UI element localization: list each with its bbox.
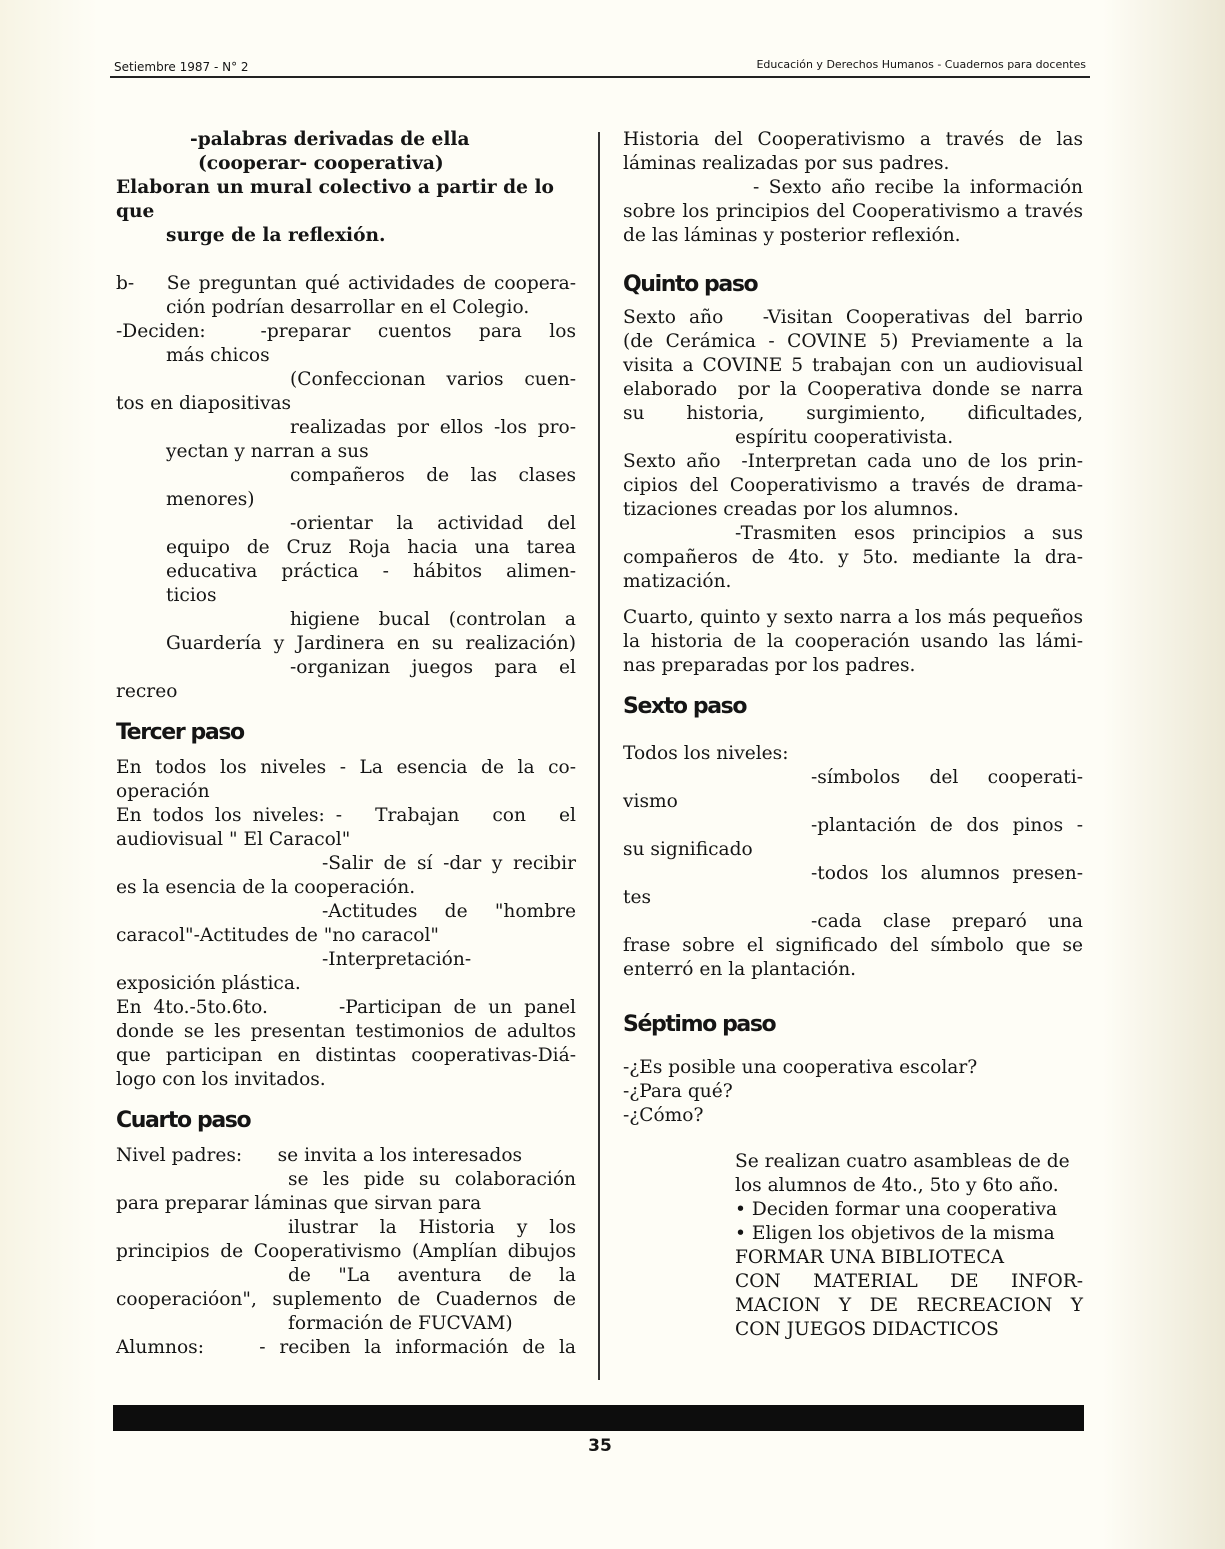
- text-line: Elaboran un mural colectivo a partir de lo que: [116, 177, 554, 222]
- text-line: se les pide su colaboración: [288, 1169, 576, 1190]
- text-line: donde se les presentan testimonios de adultos: [116, 1021, 576, 1042]
- text-line: -Trasmiten esos principios a sus: [735, 523, 1083, 544]
- text-line: -Actitudes de "hombre: [322, 901, 576, 922]
- text-line: es la esencia de la cooperación.: [116, 877, 416, 898]
- text-line: educativa práctica - hábitos alimen-: [166, 561, 576, 582]
- text-line: la historia de la cooperación usando las lámi-: [623, 631, 1083, 652]
- text-line: matización.: [623, 571, 732, 592]
- text-line: exposición plástica.: [116, 973, 301, 994]
- text-line: -¿Es posible una cooperativa escolar?: [623, 1057, 978, 1078]
- text-line: (Confeccionan varios cuen-: [290, 369, 576, 390]
- text-line: más chicos: [166, 345, 270, 366]
- text-line: MACION Y DE RECREACION Y: [735, 1295, 1083, 1316]
- text-line: logo con los invitados.: [116, 1069, 326, 1090]
- text-line: de las láminas y posterior reflexión.: [623, 225, 961, 246]
- text-line: elaborado por la Cooperativa donde se narra: [623, 379, 1083, 400]
- text-line: FORMAR UNA BIBLIOTECA: [735, 1247, 1005, 1268]
- text-line: -cada clase preparó una: [811, 911, 1083, 932]
- text-line: Sexto año -Visitan Cooperativas del barrio: [623, 307, 1083, 328]
- text-line: -orientar la actividad del: [290, 513, 576, 534]
- left-column: [116, 128, 576, 1360]
- text-line: cipios del Cooperativismo a través de drama-: [623, 475, 1083, 496]
- text-line: ción podrían desarrollar en el Colegio.: [166, 297, 530, 318]
- text-line: Cuarto, quinto y sexto narra a los más pequeños: [623, 607, 1083, 628]
- text-line: de "La aventura de la: [288, 1265, 576, 1286]
- text-line: Nivel padres: se invita a los interesados: [116, 1145, 523, 1166]
- text-line: b- Se preguntan qué actividades de coopera-: [116, 273, 576, 294]
- text-line: -Salir de sí -dar y recibir: [322, 853, 576, 874]
- section-heading-tercer-paso: Tercer paso: [116, 720, 244, 745]
- text-line: tizaciones creadas por los alumnos.: [623, 499, 959, 520]
- text-line: principios de Cooperativismo (Amplían dibujos: [116, 1241, 576, 1262]
- text-line: equipo de Cruz Roja hacia una tarea: [166, 537, 576, 558]
- text-line: ticios: [166, 585, 217, 606]
- text-line: En todos los niveles - La esencia de la co-: [116, 757, 576, 778]
- text-line: Alumnos: - reciben la información de la: [116, 1337, 576, 1358]
- text-line: yectan y narran a sus: [166, 441, 369, 462]
- text-line: espíritu cooperativista.: [735, 427, 954, 448]
- text-line: Historia del Cooperativismo a través de las: [623, 129, 1083, 150]
- header-publication-title: Educación y Derechos Humanos - Cuadernos para docentes: [756, 58, 1086, 71]
- text-line: - Sexto año recibe la información: [753, 177, 1083, 198]
- text-line: -¿Cómo?: [623, 1105, 704, 1126]
- text-line: CON MATERIAL DE INFOR-: [735, 1271, 1083, 1292]
- section-heading-septimo-paso: Séptimo paso: [623, 1012, 776, 1037]
- text-line: -Deciden: -preparar cuentos para los: [116, 321, 576, 342]
- right-column: [623, 128, 1083, 1342]
- column-divider: [598, 132, 600, 1380]
- text-line: menores): [166, 489, 255, 510]
- text-line: su historia, surgimiento, dificultades,: [623, 403, 1083, 424]
- running-header: [110, 58, 1090, 78]
- text-line: realizadas por ellos -los pro-: [290, 417, 576, 438]
- text-line: -palabras derivadas de ella: [190, 129, 470, 150]
- text-line: compañeros de las clases: [290, 465, 576, 486]
- text-line: caracol"-Actitudes de "no caracol": [116, 925, 439, 946]
- text-line: En todos los niveles: - Trabajan con el: [116, 805, 576, 826]
- text-line: ilustrar la Historia y los: [288, 1217, 576, 1238]
- text-line: para preparar láminas que sirvan para: [116, 1193, 482, 1214]
- text-line: -Interpretación-: [322, 949, 472, 970]
- text-line: Se realizan cuatro asambleas de de: [735, 1151, 1070, 1172]
- text-line: CON JUEGOS DIDACTICOS: [735, 1319, 999, 1340]
- text-line: su significado: [623, 839, 753, 860]
- text-line: cooperacióon", suplemento de Cuadernos de: [116, 1289, 576, 1310]
- text-line: formación de FUCVAM): [288, 1313, 513, 1334]
- text-line: operación: [116, 781, 210, 802]
- text-line: vismo: [623, 791, 678, 812]
- text-line: -símbolos del cooperati-: [811, 767, 1083, 788]
- footer-bar: [113, 1405, 1084, 1431]
- text-line: frase sobre el significado del símbolo que se: [623, 935, 1083, 956]
- text-line: Sexto año -Interpretan cada uno de los prin-: [623, 451, 1083, 472]
- text-line: tos en diapositivas: [116, 393, 292, 414]
- text-line: Guardería y Jardinera en su realización): [166, 633, 576, 654]
- text-line: higiene bucal (controlan a: [290, 609, 576, 630]
- text-line: nas preparadas por los padres.: [623, 655, 916, 676]
- text-line: compañeros de 4to. y 5to. mediante la dra-: [623, 547, 1083, 568]
- text-line: -organizan juegos para el: [290, 657, 576, 678]
- text-line: -plantación de dos pinos -: [811, 815, 1083, 836]
- page-number: 35: [588, 1436, 612, 1456]
- section-heading-cuarto-paso: Cuarto paso: [116, 1108, 251, 1133]
- bullet-item: • Deciden formar una cooperativa: [735, 1199, 1058, 1220]
- text-line: recreo: [116, 681, 178, 702]
- text-line: visita a COVINE 5 trabajan con un audiovisual: [623, 355, 1083, 376]
- text-line: láminas realizadas por sus padres.: [623, 153, 950, 174]
- text-line: enterró en la plantación.: [623, 959, 857, 980]
- text-line: los alumnos de 4to., 5to y 6to año.: [735, 1175, 1059, 1196]
- text-line: En 4to.-5to.6to. -Participan de un panel: [116, 997, 576, 1018]
- text-line: -todos los alumnos presen-: [811, 863, 1083, 884]
- text-line: (cooperar- cooperativa): [198, 153, 444, 174]
- text-line: surge de la reflexión.: [166, 225, 386, 246]
- text-line: tes: [623, 887, 652, 908]
- text-line: que participan en distintas cooperativas-Diá-: [116, 1045, 576, 1066]
- section-heading-quinto-paso: Quinto paso: [623, 272, 758, 297]
- text-line: Todos los niveles:: [623, 743, 789, 764]
- section-heading-sexto-paso: Sexto paso: [623, 694, 747, 719]
- text-line: (de Cerámica - COVINE 5) Previamente a la: [623, 331, 1083, 352]
- text-line: sobre los principios del Cooperativismo a través: [623, 201, 1083, 222]
- text-line: audiovisual " El Caracol": [116, 829, 351, 850]
- header-issue-date: Setiembre 1987 - N° 2: [114, 60, 249, 74]
- bullet-item: • Eligen los objetivos de la misma: [735, 1223, 1055, 1244]
- text-line: -¿Para qué?: [623, 1081, 733, 1102]
